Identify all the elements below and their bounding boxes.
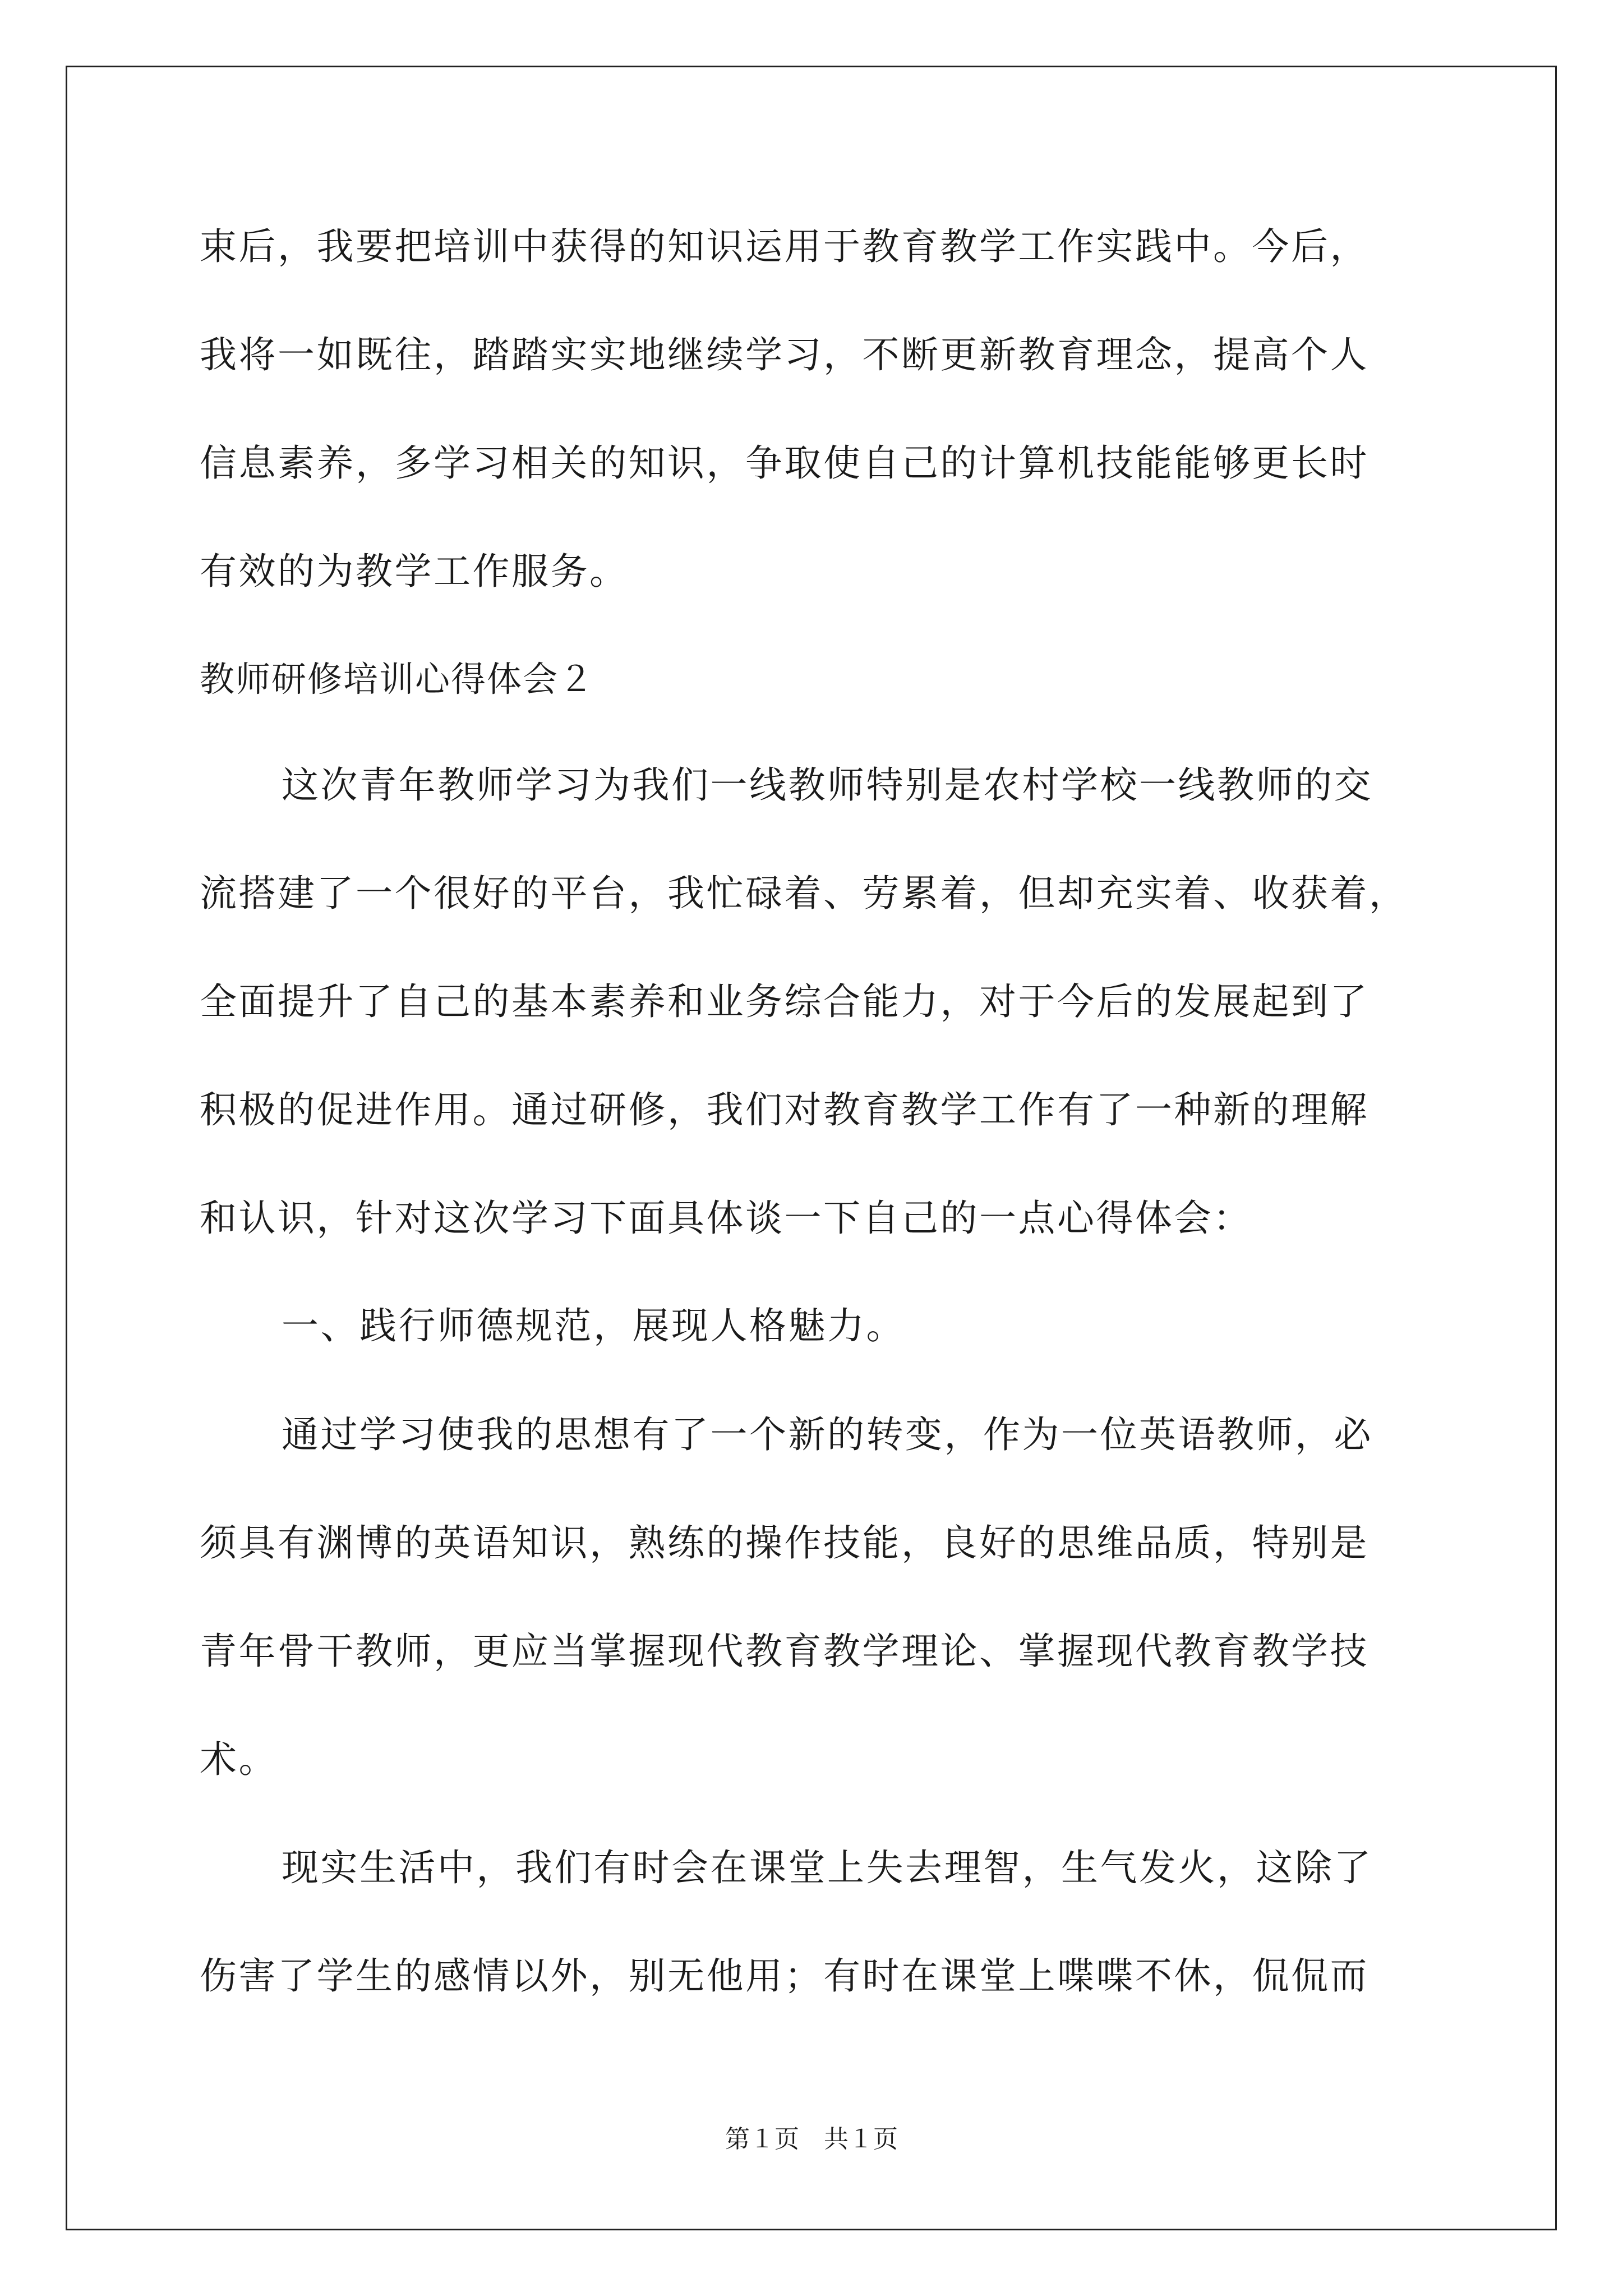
page-number-footer: 第１页 共１页	[725, 2125, 898, 2154]
text-line: 现实生活中，我们有时会在课堂上失去理智，生气发火，这除了	[282, 1846, 1373, 1889]
text-line: 这次青年教师学习为我们一线教师特别是农村学校一线教师的交	[282, 763, 1373, 807]
text-line: 通过学习使我的思想有了一个新的转变，作为一位英语教师，必	[282, 1413, 1373, 1456]
text-line: 全面提升了自己的基本素养和业务综合能力，对于今后的发展起到了	[200, 980, 1369, 1023]
text-line: 伤害了学生的感情以外，别无他用；有时在课堂上喋喋不休，侃侃而	[200, 1954, 1369, 1998]
text-line: 青年骨干教师，更应当掌握现代教育教学理论、掌握现代教育教学技	[200, 1630, 1369, 1673]
text-line: 和认识，针对这次学习下面具体谈一下自己的一点心得体会：	[200, 1197, 1252, 1240]
text-line: 术。	[200, 1738, 278, 1781]
text-line: 须具有渊博的英语知识，熟练的操作技能，良好的思维品质，特别是	[200, 1521, 1369, 1565]
text-line: 束后，我要把培训中获得的知识运用于教育教学工作实践中。今后，	[200, 225, 1369, 268]
text-line: 信息素养，多学习相关的知识，争取使自己的计算机技能能够更长时	[200, 441, 1369, 485]
section-title: 教师研修培训心得体会２	[200, 659, 595, 700]
text-line: 有效的为教学工作服务。	[200, 550, 629, 593]
page-border	[66, 66, 1557, 2230]
subheading: 一、践行师德规范，展现人格魅力。	[282, 1304, 905, 1347]
text-line: 流搭建了一个很好的平台，我忙碌着、劳累着，但却充实着、收获着，	[200, 872, 1408, 915]
text-line: 积极的促进作用。通过研修，我们对教育教学工作有了一种新的理解	[200, 1088, 1369, 1131]
text-line: 我将一如既往，踏踏实实地继续学习，不断更新教育理念，提高个人	[200, 333, 1369, 376]
